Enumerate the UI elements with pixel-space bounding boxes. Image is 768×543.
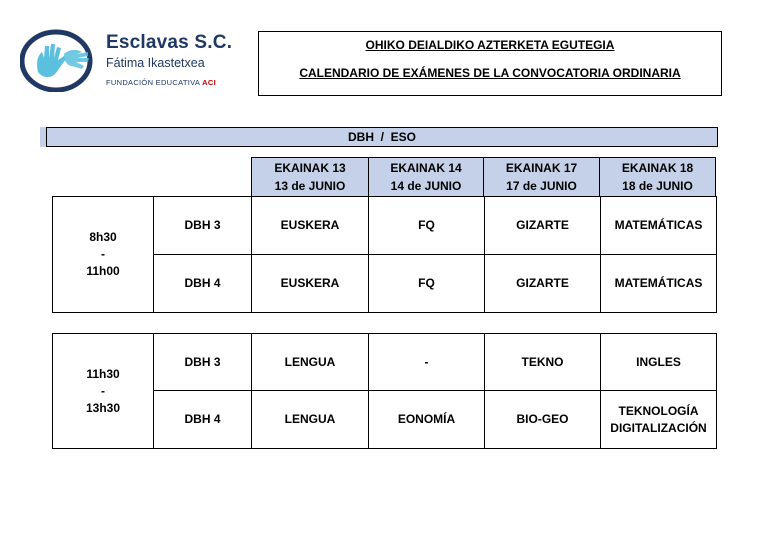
day-es: 14 de JUNIO xyxy=(390,179,462,193)
subject-cell: TEKNOLOGÍA DIGITALIZACIÓN xyxy=(601,391,717,449)
subject-cell: EONOMÍA xyxy=(369,391,485,449)
time-start: 8h30 xyxy=(89,230,117,244)
subject-cell: FQ xyxy=(369,197,485,255)
day-header xyxy=(599,157,716,197)
day-es: 17 de JUNIO xyxy=(506,179,577,193)
title-spanish: CALENDARIO DE EXÁMENES DE LA CONVOCATORIA ORDINARIA xyxy=(299,66,681,80)
day-eu: EKAINAK 14 xyxy=(390,161,462,175)
foundation-text: FUNDACIÓN EDUCATIVA xyxy=(106,78,200,87)
subject-cell: BIO-GEO xyxy=(485,391,601,449)
group-cell: DBH 4 xyxy=(154,391,252,449)
subject-cell: TEKNO xyxy=(485,334,601,391)
group-cell: DBH 3 xyxy=(154,334,252,391)
logo-foundation xyxy=(106,78,216,87)
time-start: 11h30 xyxy=(86,366,120,381)
logo-subtitle: Fátima Ikastetxea xyxy=(106,56,205,70)
subject-cell: FQ xyxy=(369,255,485,313)
table-row xyxy=(53,334,717,391)
time-sep: - xyxy=(101,383,105,398)
subject-cell: - xyxy=(369,334,485,391)
day-eu: EKAINAK 17 xyxy=(505,161,578,175)
document-header xyxy=(258,31,722,96)
day-es: 13 de JUNIO xyxy=(274,179,346,193)
subject-cell: EUSKERA xyxy=(252,255,369,313)
school-logo xyxy=(20,28,240,98)
day-header xyxy=(251,157,369,197)
subject-cell: GIZARTE xyxy=(485,255,601,313)
title-basque: OHIKO DEIALDIKO AZTERKETA EGUTEGIA xyxy=(365,38,615,52)
stage-band: DBH / ESO xyxy=(46,127,718,147)
group-cell: DBH 4 xyxy=(154,255,252,313)
group-cell: DBH 3 xyxy=(154,197,252,255)
table-row xyxy=(53,197,717,255)
subject-cell: GIZARTE xyxy=(485,197,601,255)
hands-icon xyxy=(20,28,98,92)
subject-cell: MATEMÁTICAS xyxy=(601,255,717,313)
time-end: 13h30 xyxy=(85,400,121,415)
subject-cell: LENGUA xyxy=(252,391,369,449)
subject-cell: EUSKERA xyxy=(252,197,369,255)
day-eu: EKAINAK 13 xyxy=(274,161,346,175)
exam-table-midday xyxy=(52,333,717,449)
subject-cell: LENGUA xyxy=(252,334,369,391)
day-header xyxy=(368,157,484,197)
foundation-accent: ACI xyxy=(202,78,216,87)
time-end: 11h00 xyxy=(86,264,120,278)
time-sep: - xyxy=(101,247,105,261)
time-slot xyxy=(53,197,154,313)
day-header xyxy=(483,157,600,197)
logo-title: Esclavas S.C. xyxy=(106,32,233,53)
exam-table-morning xyxy=(52,196,717,313)
subject-cell: INGLES xyxy=(601,334,717,391)
day-es: 18 de JUNIO xyxy=(622,179,693,193)
time-slot xyxy=(53,334,154,449)
day-eu: EKAINAK 18 xyxy=(621,161,694,175)
subject-cell: MATEMÁTICAS xyxy=(601,197,717,255)
